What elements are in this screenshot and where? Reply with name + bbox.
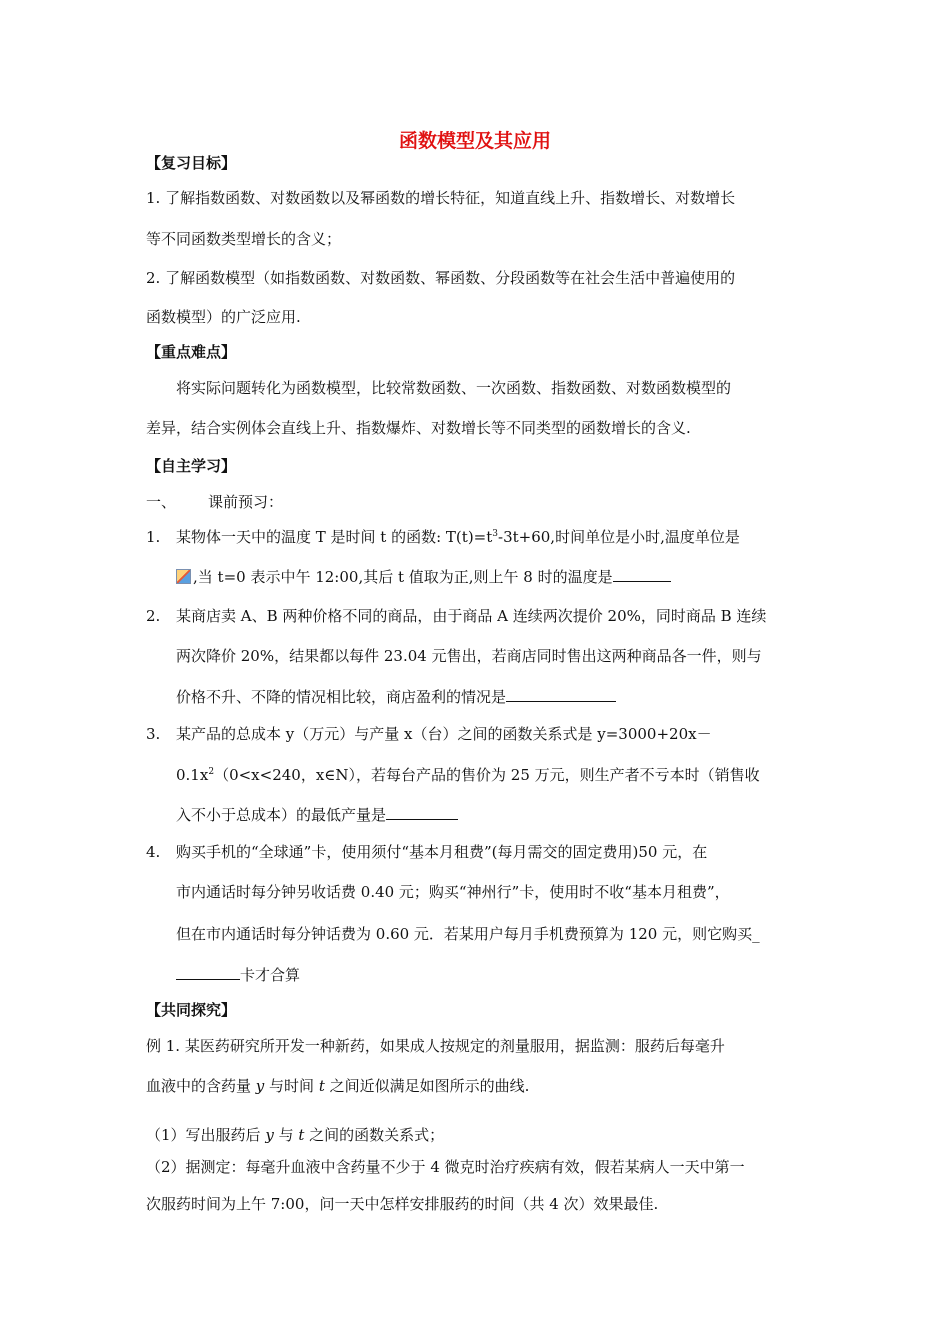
broken-image-icon [176,569,191,584]
answer-blank [613,566,671,582]
example-part-1: （1）写出服药后 y 与 t 之间的函数关系式； [146,1126,445,1144]
preview-number: 一、 [146,493,177,511]
q2-number: 2. [146,607,161,625]
heading-self-study: 【自主学习】 [146,457,237,475]
q4-line-1: 购买手机的“全球通”卡，使用须付“基本月租费”(每月需交的固定费用)50 元，在 [176,843,708,861]
q1-line-1: 某物体一天中的温度 T 是时间 t 的函数: $T(t)=t^3-3t+60$,时间单位是小时,温度单位是 [176,528,740,546]
goal-1-line-1: 1. 了解指数函数、对数函数以及幂函数的增长特征，知道直线上升、指数增长、对数增长 [146,189,736,207]
heading-review-goals: 【复习目标】 [146,154,237,172]
example-part-2-line-1: （2）据测定：每毫升血液中含药量不少于 4 微克时治疗疾病有效，假若某病人一天中第一 [146,1158,745,1176]
answer-blank [386,804,458,820]
q2-line-3: 价格不升、不降的情况相比较，商店盈利的情况是 [176,686,616,707]
key-points-line-1: 将实际问题转化为函数模型，比较常数函数、一次函数、指数函数、对数函数模型的 [176,379,732,397]
heading-key-points: 【重点难点】 [146,343,237,361]
goal-2-line-1: 2. 了解函数模型（如指数函数、对数函数、幂函数、分段函数等在社会生活中普遍使用的 [146,269,736,287]
q3-line-3: 入不小于总成本）的最低产量是 [176,804,458,825]
example-line-2: 血液中的含药量 y 与时间 t 之间近似满足如图所示的曲线. [146,1077,530,1095]
q3-line-2: $0.1x^2(0<x<240$，x∈N），若每台产品的售价为 25 万元，则生产者不亏本时（销售收 [176,766,760,784]
key-points-line-2: 差异，结合实例体会直线上升、指数爆炸、对数增长等不同类型的函数增长的含义. [146,419,691,437]
preview-label: 课前预习： [208,493,284,511]
q1-line-2: ,当 t=0 表示中午 12:00,其后 t 值取为正,则上午 8 时的温度是 [176,566,671,587]
q4-line-3: 但在市内通话时每分钟话费为 0.60 元．若某用户每月手机费预算为 120 元，则它购买_ [176,925,760,943]
answer-blank [506,686,616,702]
goal-2-line-2: 函数模型）的广泛应用. [146,308,301,326]
q2-line-2: 两次降价 20%，结果都以每件 23.04 元售出，若商店同时售出这两种商品各一件，则与 [176,647,762,665]
q4-line-4: 卡才合算 [176,964,300,985]
q1-number: 1. [146,528,161,546]
q4-line-2: 市内通话时每分钟另收话费 0.40 元；购买“神州行”卡，使用时不收“基本月租费”， [176,883,730,901]
q3-number: 3. [146,725,161,743]
goal-1-line-2: 等不同函数类型增长的含义； [146,230,342,248]
heading-explore: 【共同探究】 [146,1001,237,1019]
example-part-2-line-2: 次服药时间为上午 7:00，问一天中怎样安排服药的时间（共 4 次）效果最佳. [146,1195,659,1213]
page-title: 函数模型及其应用 [398,130,551,152]
q2-line-1: 某商店卖 A、B 两种价格不同的商品，由于商品 A 连续两次提价 20%，同时商品 B 连续 [176,607,767,625]
example-line-1: 例 1. 某医药研究所开发一种新药，如果成人按规定的剂量服用，据监测：服药后每毫升 [146,1037,725,1055]
q4-number: 4. [146,843,161,861]
answer-blank [176,964,240,980]
q3-line-1: 某产品的总成本 y（万元）与产量 x（台）之间的函数关系式是 y=3000+20x－ [176,725,712,743]
